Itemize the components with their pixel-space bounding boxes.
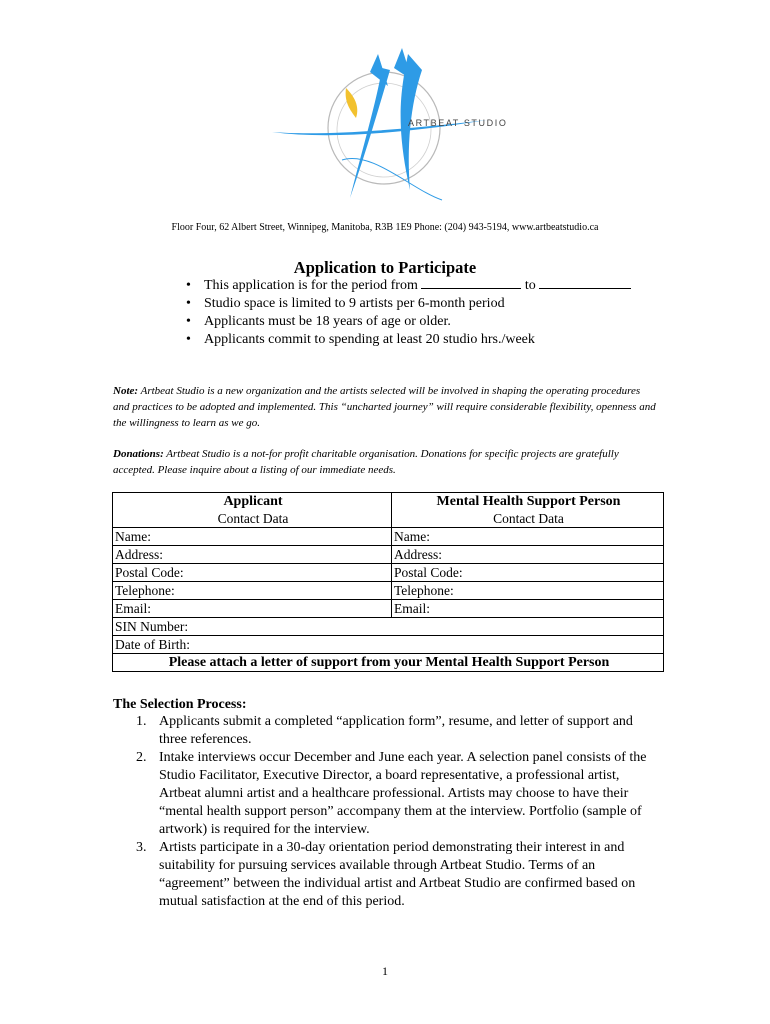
table-row [113, 636, 664, 654]
step-text: Applicants submit a completed “application form”, resume, and letter of support and three references. [159, 714, 633, 747]
attach-letter-note: Please attach a letter of support from your Mental Health Support Person [113, 654, 664, 672]
step-number: 3. [136, 840, 147, 855]
support-header [392, 493, 664, 528]
support-address-field[interactable]: Address: [392, 546, 664, 564]
period-prefix: This application is for the period from [204, 278, 422, 293]
list-item: • Applicants must be 18 years of age or older. [186, 313, 631, 331]
donations-text: Artbeat Studio is a not-for profit charitable organisation. Donations for specific projects are gratefully accepted. Please inquire about a listing of our immediate needs. [113, 448, 619, 476]
studio-address: Floor Four, 62 Albert Street, Winnipeg, Manitoba, R3B 1E9 Phone: (204) 943-5194, www.artbeatstudio.ca [171, 222, 599, 233]
applicant-name-field[interactable]: Name: [113, 528, 392, 546]
dob-field[interactable]: Date of Birth: [113, 636, 664, 654]
list-item: • Studio space is limited to 9 artists per 6-month period [186, 295, 631, 313]
table-row [113, 654, 664, 672]
page-number: 1 [382, 964, 388, 978]
support-postal-field[interactable]: Postal Code: [392, 564, 664, 582]
note-text: Artbeat Studio is a new organization and the artists selected will be involved in shaping the operating procedures and practices to be adopted and implemented. This “uncharted journey” will require considerable flexibility, openness and the willingness to learn as we go. [113, 385, 656, 429]
support-name-field[interactable]: Name: [392, 528, 664, 546]
requirements-list [186, 277, 631, 349]
support-subheading: Contact Data [493, 511, 564, 526]
table-row [113, 528, 664, 546]
note-paragraph [113, 383, 658, 431]
support-heading: Mental Health Support Person [436, 494, 621, 509]
applicant-postal-field[interactable]: Postal Code: [113, 564, 392, 582]
sin-field[interactable]: SIN Number: [113, 618, 664, 636]
list-item [186, 277, 631, 295]
step-number: 2. [136, 750, 147, 765]
donations-paragraph [113, 446, 658, 478]
selection-heading: The Selection Process: [113, 697, 247, 712]
list-item [136, 839, 656, 911]
applicant-address-field[interactable]: Address: [113, 546, 392, 564]
applicant-telephone-field[interactable]: Telephone: [113, 582, 392, 600]
support-telephone-field[interactable]: Telephone: [392, 582, 664, 600]
applicant-heading: Applicant [223, 494, 283, 509]
step-text: Artists participate in a 30-day orientation period demonstrating their interest in and suitability for pursuing services available through Artbeat Studio. Terms of an “agreement” between the individual artist and Artbeat Studio are confirmed based on mutual satisfaction at the end of this period. [159, 840, 636, 909]
period-end-blank[interactable] [539, 277, 631, 289]
applicant-email-field[interactable]: Email: [113, 600, 392, 618]
list-item [136, 749, 656, 839]
artbeat-studio-logo [262, 40, 508, 210]
applicant-header [113, 493, 392, 528]
period-start-blank[interactable] [421, 277, 521, 289]
table-row [113, 564, 664, 582]
table-row [113, 618, 664, 636]
page-title: Application to Participate [293, 258, 477, 277]
table-row [113, 582, 664, 600]
step-text: Intake interviews occur December and June each year. A selection panel consists of the Studio Facilitator, Executive Director, a board representative, a professional artist, Artbeat alumni artist and a healthcare professional. Artists may choose to have their “mental health support person” accompany them at the interview. Portfolio (sample of artwork) is required for the interview. [159, 750, 647, 837]
table-header-row [113, 493, 664, 528]
donations-label: Donations: [113, 448, 164, 460]
selection-steps [136, 713, 656, 911]
list-item: • Applicants commit to spending at least 20 studio hrs./week [186, 331, 631, 349]
list-item [136, 713, 656, 749]
note-label: Note: [113, 385, 139, 397]
logo-text: ARTBEAT STUDIO [408, 118, 508, 128]
period-mid: to [521, 278, 540, 293]
support-email-field[interactable]: Email: [392, 600, 664, 618]
step-number: 1. [136, 714, 147, 729]
applicant-subheading: Contact Data [217, 511, 289, 526]
table-row [113, 546, 664, 564]
contact-table [112, 492, 664, 672]
table-row [113, 600, 664, 618]
